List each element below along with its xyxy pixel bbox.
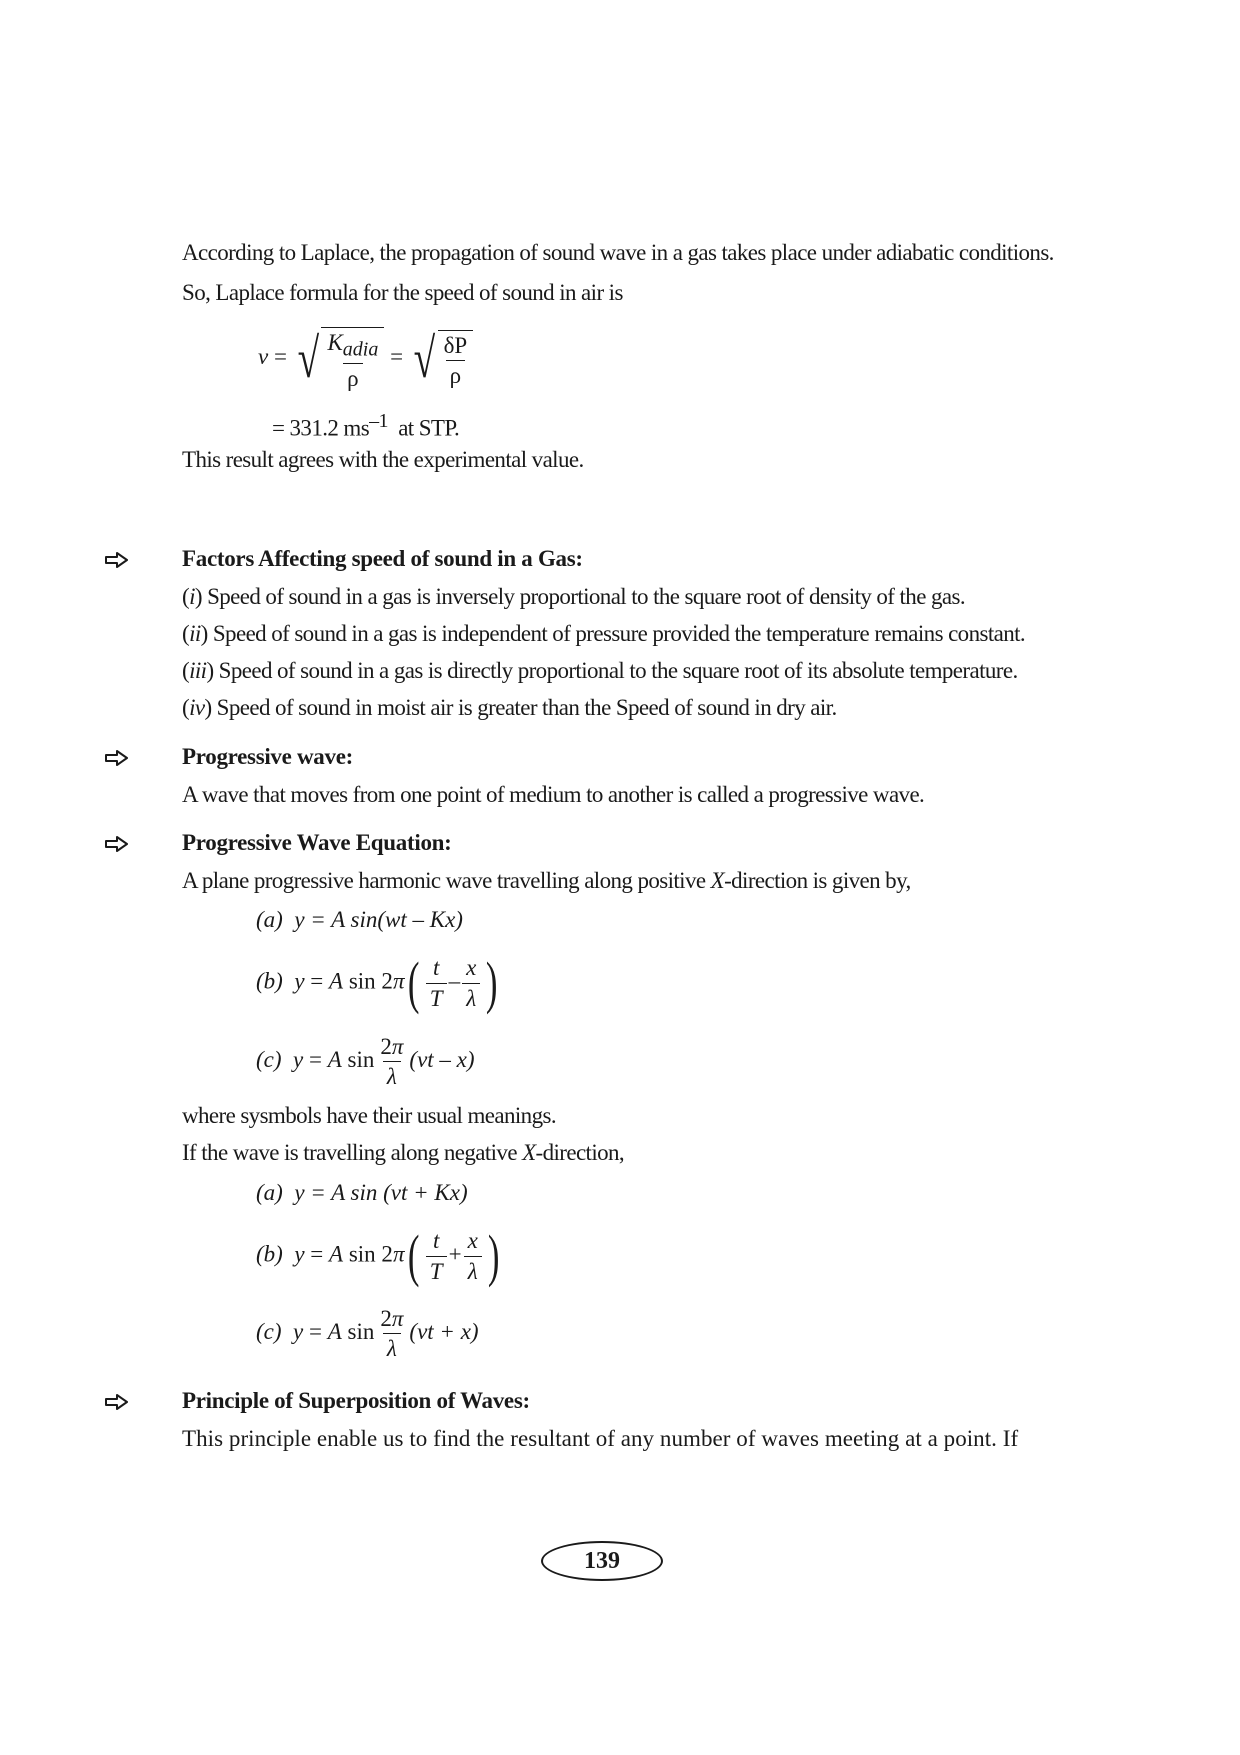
intro-part: A plane progressive harmonic wave travelling along positive [182,868,711,893]
negative-intro [182,1140,624,1166]
factor-num: iv [189,695,205,720]
result-exponent: –1 [369,410,388,432]
delta-p: δP [443,332,468,358]
laplace-result [272,410,459,442]
radical-icon: √ [297,327,319,390]
laplace-formula: v = √ $\frac{K_{adia}}{\rho}$ = √ $\frac{\delta P}{\rho}$ [258,327,473,391]
equation-pos-c: (c) y = A sin $\frac{2\pi}{\lambda}$ (vt – x) [256,1034,475,1090]
intro-line-2: So, Laplace formula for the speed of sound in air is [182,280,623,305]
rho-2: ρ [446,360,465,388]
result-value: = 331.2 ms [272,415,370,441]
k-subscript: adia [342,338,379,361]
equation-intro [182,868,911,894]
factor-text: Speed of sound in a gas is directly proportional to the square root of its absolute temperature. [213,658,1018,683]
equation-tail: (vt – x) [409,1047,475,1073]
operator-sign: – [448,968,461,994]
factor-item: (i) Speed of sound in a gas is inversely proportional to the square root of density of the gas. [182,584,965,609]
arrow-bullet-icon [104,835,130,853]
factor-item: (ii) Speed of sound in a gas is independent of pressure provided the temperature remains constant. [182,621,1026,646]
equation-neg-a: (a) y = A sin (vt + Kx) [256,1180,468,1205]
x-axis-symbol: X [522,1140,536,1165]
factor-num: i [189,584,195,609]
k-symbol: K [327,330,343,355]
factor-num: iii [189,658,207,683]
result-tail: at STP. [398,415,460,441]
progressive-heading: Progressive wave: [182,744,353,769]
factor-item: (iv) Speed of sound in moist air is greater than the Speed of sound in dry air. [182,695,837,720]
factor-item: (iii) Speed of sound in a gas is directly proportional to the square root of its absolute temperature. [182,658,1018,683]
intro-part: -direction, [535,1140,625,1165]
factor-text: Speed of sound in moist air is greater than the Speed of sound in dry air. [211,695,837,720]
sqrt-k-over-rho [293,327,385,391]
progressive-text: A wave that moves from one point of medium to another is called a progressive wave. [182,782,925,807]
factor-text: Speed of sound in a gas is independent of pressure provided the temperature remains constant. [207,621,1026,646]
x-axis-symbol: X [710,868,725,893]
equation-heading: Progressive Wave Equation: [182,830,452,855]
sqrt-dp-over-rho [409,327,473,390]
equation-tail: (vt + x) [409,1319,479,1345]
arrow-bullet-icon [104,749,130,767]
superposition-heading: Principle of Superposition of Waves: [182,1388,530,1413]
factor-num: ii [189,621,201,646]
where-text: where sysmbols have their usual meanings. [182,1103,556,1128]
intro-line-1: According to Laplace, the propagation of sound wave in a gas takes place under adiabatic conditions. [182,240,1054,265]
lhs-v: v [258,344,269,370]
equation-pos-b: (b) y = A sin 2π( $\frac{t}{T}$ – $\frac{x}{\lambda}$ ) [256,950,498,1015]
rho-1: ρ [343,363,362,391]
arrow-bullet-icon [104,551,130,569]
intro-part: If the wave is travelling along negative [182,1140,523,1165]
factors-heading: Factors Affecting speed of sound in a Gas: [182,546,583,571]
equation-text: y = A sin(wt – Kx) [294,907,463,932]
agreement-text: This result agrees with the experimental value. [182,447,584,472]
equation-text: y = A sin (vt + Kx) [294,1180,468,1205]
arrow-bullet-icon [104,1393,130,1411]
equation-neg-b: (b) y = A sin 2π( $\frac{t}{T}$ + $\frac{x}{\lambda}$ ) [256,1223,500,1288]
equation-pos-a: (a) y = A sin(wt – Kx) [256,907,463,932]
radical-icon: √ [413,327,435,390]
superposition-text: This principle enable us to find the resultant of any number of waves meeting at a point. If [182,1426,1019,1451]
page-number: 139 [541,1541,663,1581]
operator-sign: + [448,1241,462,1267]
intro-part: -direction is given by, [724,868,911,893]
factor-text: Speed of sound in a gas is inversely proportional to the square root of density of the gas. [201,584,965,609]
equation-neg-c: (c) y = A sin $\frac{2\pi}{\lambda}$ (vt + x) [256,1306,479,1362]
